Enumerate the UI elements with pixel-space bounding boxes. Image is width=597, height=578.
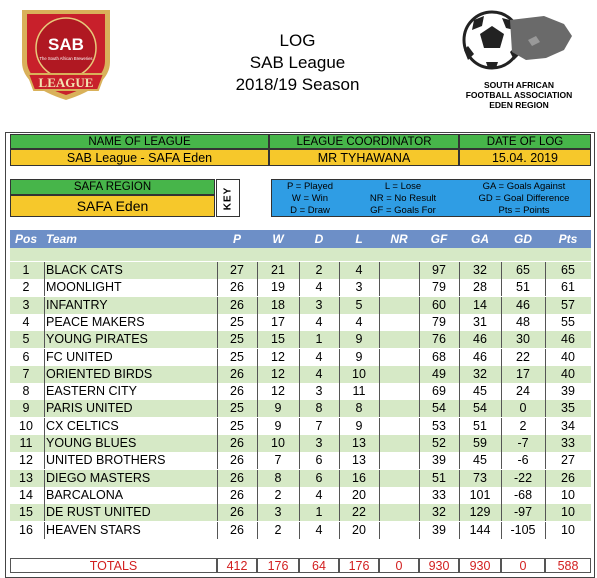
table-row [10,279,591,296]
legend-goal-difference: GD = Goal Difference [478,193,570,204]
table-row [10,297,591,314]
column-divider [44,400,45,417]
cell-p: 26 [230,487,244,502]
cell-pos: 10 [19,418,33,433]
date-label: DATE OF LOG [459,134,591,149]
table-header [10,230,591,248]
cell-team: PARIS UNITED [46,401,133,416]
column-divider [44,504,45,521]
cell-nr [379,349,419,366]
legend-draw: D = Draw [290,205,330,216]
totals-pts: 588 [557,559,579,573]
cell-gd: -6 [517,453,529,468]
title-line-3: 2018/19 Season [235,75,360,94]
cell-gf: 69 [432,384,446,399]
cell-pts: 57 [561,297,575,312]
cell-pos: 5 [22,332,30,347]
safa-caption-line-2: FOOTBALL ASSOCIATION [465,90,573,100]
col-d: D [314,232,324,246]
cell-team: ORIENTED BIRDS [46,366,153,381]
cell-w: 8 [274,470,282,485]
cell-pts: 61 [561,280,575,295]
cell-pts: 40 [561,366,575,381]
cell-pts: 65 [561,263,575,277]
column-divider [44,262,45,279]
cell-w: 15 [271,332,285,347]
column-divider [44,452,45,469]
column-divider [44,279,45,296]
cell-ga: 46 [473,332,487,347]
cell-ga: 144 [469,522,491,537]
cell-nr [379,297,419,314]
logo-banner-text: LEAGUE [38,75,94,90]
cell-nr [379,279,419,296]
coordinator-value: MR TYHAWANA [269,149,459,166]
table-row [10,487,591,504]
table-row [10,331,591,348]
cell-gd: -22 [513,470,533,485]
cell-gf: 32 [432,505,446,520]
column-divider [44,435,45,452]
cell-p: 26 [230,297,244,312]
cell-p: 26 [230,453,244,468]
cell-team: YOUNG BLUES [46,436,137,450]
cell-l: 9 [355,418,363,433]
cell-d: 1 [315,332,323,347]
cell-pos: 14 [19,487,33,502]
column-divider [44,470,45,487]
column-divider [44,366,45,383]
cell-pos: 3 [22,297,30,312]
cell-gd: -97 [513,505,533,520]
table-row [10,400,591,417]
cell-gf: 60 [432,297,446,312]
col-team: Team [46,232,77,246]
totals-w: 176 [267,559,289,573]
cell-pts: 46 [561,332,575,347]
table-row [10,366,591,383]
cell-pts: 55 [561,314,575,329]
cell-w: 12 [271,366,285,381]
cell-gd: 2 [519,418,527,433]
cell-ga: 54 [473,401,487,416]
cell-pts: 10 [561,487,575,502]
cell-team: BARCALONA [46,487,124,502]
cell-l: 11 [352,384,366,399]
cell-team: UNITED BROTHERS [46,453,166,468]
cell-d: 7 [315,418,323,433]
cell-w: 2 [274,522,282,537]
table-row [10,314,591,331]
safa-caption-line-1: SOUTH AFRICAN [483,80,555,90]
table-spacer-row [10,248,591,261]
cell-gd: 24 [516,384,530,399]
cell-p: 25 [230,314,244,329]
column-divider [44,314,45,331]
cell-pos: 2 [22,280,30,295]
table-row [10,452,591,469]
cell-l: 4 [355,314,363,329]
cell-team: PEACE MAKERS [46,314,145,329]
cell-w: 7 [274,453,282,468]
table-row [10,383,591,400]
legend-box [271,179,591,217]
col-pts: Pts [558,232,578,246]
col-gd: GD [514,232,532,246]
cell-d: 4 [315,314,323,329]
cell-nr [379,314,419,331]
cell-gf: 79 [432,314,446,329]
cell-p: 26 [230,505,244,520]
table-row [10,262,591,279]
totals-ga: 930 [469,559,491,573]
totals-l: 176 [348,559,370,573]
totals-row [10,558,591,574]
cell-pts: 33 [561,436,575,450]
cell-w: 9 [274,401,282,416]
safa-caption-line-3: EDEN REGION [489,100,549,110]
cell-pts: 10 [561,505,575,520]
table-row [10,522,591,539]
cell-l: 3 [355,280,363,295]
cell-pts: 35 [561,401,575,416]
cell-l: 4 [355,263,363,277]
cell-nr [379,262,419,279]
legend-win: W = Win [291,193,329,204]
cell-l: 8 [355,401,363,416]
cell-pts: 27 [561,453,575,468]
cell-nr [379,452,419,469]
cell-gf: 33 [432,487,446,502]
column-divider [44,418,45,435]
cell-pos: 8 [22,384,30,399]
cell-team: EASTERN CITY [46,384,137,399]
table-row [10,470,591,487]
cell-pos: 13 [19,470,33,485]
cell-ga: 46 [473,349,487,364]
cell-l: 20 [352,522,366,537]
cell-d: 6 [315,470,323,485]
cell-w: 17 [271,314,285,329]
cell-nr [379,400,419,417]
cell-pos: 12 [19,453,33,468]
cell-nr [379,487,419,504]
cell-p: 25 [230,401,244,416]
cell-ga: 73 [473,470,487,485]
cell-gd: 51 [516,280,530,295]
cell-pts: 40 [561,349,575,364]
cell-gd: -105 [510,522,536,537]
cell-ga: 14 [473,297,487,312]
cell-pos: 11 [19,436,33,450]
cell-pos: 4 [22,314,30,329]
table-row [10,349,591,366]
cell-l: 20 [352,487,366,502]
cell-pos: 1 [22,263,30,277]
column-divider [44,331,45,348]
cell-gf: 49 [432,366,446,381]
column-divider [44,522,45,539]
cell-nr [379,435,419,452]
cell-p: 25 [230,418,244,433]
cell-w: 21 [271,263,285,277]
cell-p: 25 [230,332,244,347]
key-box [216,179,240,217]
region-label: SAFA REGION [10,179,215,195]
legend-goals-for: GF = Goals For [370,205,436,216]
cell-team: DIEGO MASTERS [46,470,151,485]
cell-d: 3 [315,297,323,312]
date-value: 15.04. 2019 [459,149,591,166]
cell-pos: 16 [19,522,33,537]
logo-brand-text: SAB [48,35,84,54]
cell-d: 4 [315,522,323,537]
cell-gd: 22 [516,349,530,364]
name-of-league-value: SAB League - SAFA Eden [10,149,269,166]
cell-gf: 54 [432,401,446,416]
cell-gf: 79 [432,280,446,295]
cell-gd: 17 [516,366,530,381]
cell-nr [379,418,419,435]
col-nr: NR [390,232,408,246]
cell-gd: 65 [516,263,530,277]
cell-d: 4 [315,349,323,364]
cell-w: 3 [274,505,282,520]
cell-l: 9 [355,332,363,347]
cell-p: 26 [230,384,244,399]
cell-p: 26 [230,436,244,450]
cell-ga: 45 [473,453,487,468]
cell-ga: 101 [469,487,491,502]
cell-d: 4 [315,487,323,502]
cell-pts: 26 [561,470,575,485]
cell-team: FC UNITED [46,349,113,364]
cell-p: 26 [230,522,244,537]
legend-played: P = Played [286,181,334,192]
legend-no-result: NR = No Result [369,193,437,204]
cell-nr [379,522,419,539]
cell-team: DE RUST UNITED [46,505,151,520]
key-label: KEY [222,186,234,210]
cell-pos: 6 [22,349,30,364]
cell-gf: 53 [432,418,446,433]
cell-gd: 46 [516,297,530,312]
col-p: P [232,232,241,246]
title-line-1: LOG [279,31,316,50]
totals-gf: 930 [428,559,450,573]
cell-team: MOONLIGHT [46,280,122,295]
cell-gd: -7 [517,436,529,450]
cell-ga: 31 [473,314,487,329]
cell-d: 1 [315,505,323,520]
cell-nr [379,331,419,348]
cell-gd: -68 [513,487,533,502]
cell-ga: 32 [473,263,487,277]
col-ga: GA [471,232,489,246]
cell-l: 5 [355,297,363,312]
totals-gd: 0 [519,559,527,573]
cell-ga: 28 [473,280,487,295]
cell-w: 19 [271,280,285,295]
col-gf: GF [430,232,448,246]
cell-gf: 52 [432,436,446,450]
cell-gf: 39 [432,453,446,468]
legend-goals-against: GA = Goals Against [482,181,566,192]
column-divider [44,349,45,366]
table-row [10,435,591,452]
cell-w: 12 [271,349,285,364]
coordinator-label: LEAGUE COORDINATOR [269,134,459,149]
cell-gf: 39 [432,522,446,537]
name-of-league-label: NAME OF LEAGUE [10,134,269,149]
cell-gf: 68 [432,349,446,364]
region-value: SAFA Eden [10,195,215,217]
cell-nr [379,366,419,383]
cell-p: 26 [230,280,244,295]
totals-d: 64 [312,559,326,573]
title-line-2: SAB League [249,53,346,72]
cell-l: 9 [355,349,363,364]
cell-l: 16 [352,470,366,485]
cell-team: CX CELTICS [46,418,119,433]
cell-d: 3 [315,384,323,399]
cell-l: 13 [352,436,366,450]
cell-d: 6 [315,453,323,468]
cell-pts: 34 [561,418,575,433]
cell-l: 13 [352,453,366,468]
cell-ga: 51 [473,418,487,433]
cell-pos: 9 [22,401,30,416]
column-divider [44,297,45,314]
safa-logo-caption [448,80,590,110]
table-row [10,418,591,435]
log-title [200,30,395,96]
cell-team: BLACK CATS [46,263,123,277]
cell-w: 2 [274,487,282,502]
logo-tagline-text: The South African Breweries [39,56,93,61]
cell-p: 26 [230,366,244,381]
sab-league-logo [14,4,118,104]
column-divider [44,383,45,400]
cell-ga: 59 [473,436,487,450]
cell-pts: 39 [561,384,575,399]
cell-pos: 7 [22,366,30,381]
cell-ga: 129 [469,505,491,520]
cell-pos: 15 [19,505,33,520]
cell-p: 27 [230,263,244,277]
totals-label: TOTALS [89,559,138,573]
cell-pts: 10 [561,522,575,537]
cell-ga: 32 [473,366,487,381]
cell-p: 26 [230,470,244,485]
cell-d: 8 [315,401,323,416]
cell-team: YOUNG PIRATES [46,332,148,347]
cell-w: 18 [271,297,285,312]
cell-w: 12 [271,384,285,399]
cell-p: 25 [230,349,244,364]
column-divider [44,487,45,504]
cell-ga: 45 [473,384,487,399]
cell-gf: 76 [432,332,446,347]
cell-nr [379,470,419,487]
col-pos: Pos [14,232,37,246]
cell-gf: 97 [432,263,446,277]
cell-nr [379,504,419,521]
legend-lose: L = Lose [384,181,422,192]
totals-nr: 0 [395,559,403,573]
cell-gd: 30 [516,332,530,347]
cell-gd: 48 [516,314,530,329]
cell-l: 22 [352,505,366,520]
cell-l: 10 [352,366,366,381]
cell-d: 2 [315,263,323,277]
cell-w: 10 [271,436,285,450]
cell-d: 4 [315,366,323,381]
legend-points: Pts = Points [498,205,550,216]
col-w: W [272,232,284,246]
cell-w: 9 [274,418,282,433]
cell-gd: 0 [519,401,527,416]
cell-d: 4 [315,280,323,295]
cell-d: 3 [315,436,323,450]
cell-nr [379,383,419,400]
cell-team: HEAVEN STARS [46,522,141,537]
col-l: L [355,232,363,246]
table-row [10,504,591,521]
totals-p: 412 [226,559,248,573]
cell-team: INFANTRY [46,297,108,312]
cell-gf: 51 [432,470,446,485]
